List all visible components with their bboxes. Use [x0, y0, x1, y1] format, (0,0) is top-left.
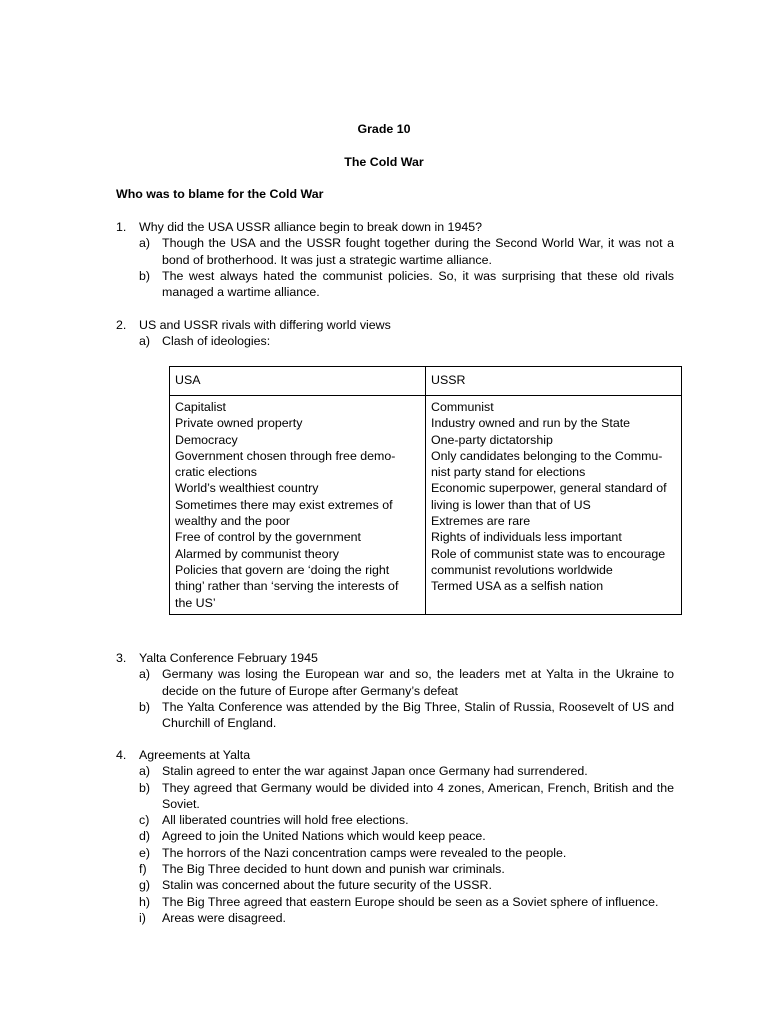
item-letter: i)	[139, 910, 146, 925]
list-item	[139, 699, 674, 732]
ussr-line: communist revolutions worldwide	[431, 562, 613, 577]
item-letter: h)	[139, 894, 151, 909]
list-item	[139, 268, 674, 301]
section-number: 4.	[116, 748, 127, 762]
item-letter: a)	[139, 334, 151, 349]
usa-cell	[170, 396, 426, 615]
usa-line: Capitalist	[175, 400, 226, 414]
list-item	[139, 812, 674, 828]
item-letter: a)	[139, 764, 151, 779]
list-item	[139, 910, 674, 926]
ussr-line: Rights of individuals less important	[431, 530, 622, 545]
item-letter: b)	[139, 780, 151, 795]
item-text: The horrors of the Nazi concentration camps were revealed to the people.	[162, 845, 567, 860]
ussr-line: living is lower than that of US	[431, 497, 591, 512]
section-2	[116, 317, 674, 350]
item-text: All liberated countries will hold free elections.	[162, 813, 409, 828]
ussr-line: Termed USA as a selfish nation	[431, 579, 604, 594]
list-item	[139, 845, 674, 861]
item-letter: b)	[139, 268, 151, 283]
list-item	[139, 333, 674, 349]
item-text: Areas were disagreed.	[162, 910, 286, 925]
ussr-line: One-party dictatorship	[431, 432, 553, 447]
ussr-line: Extremes are rare	[431, 514, 531, 529]
usa-line: Democracy	[175, 432, 238, 447]
item-text: The Big Three agreed that eastern Europe should be seen as a Soviet sphere of influence.	[162, 894, 659, 909]
section-title: Yalta Conference February 1945	[139, 651, 318, 665]
usa-line: Policies that govern are ‘doing the right	[175, 562, 390, 577]
ussr-line: Only candidates belonging to the Commu-	[431, 448, 663, 463]
usa-line: Sometimes there may exist extremes of	[175, 497, 393, 512]
item-letter: d)	[139, 829, 151, 844]
page-title: The Cold War	[344, 155, 424, 169]
item-text: Agreed to join the United Nations which would keep peace.	[162, 829, 486, 844]
table-header-row	[170, 367, 682, 396]
item-text: Stalin was concerned about the future security of the USSR.	[162, 878, 492, 893]
usa-line: wealthy and the poor	[175, 514, 291, 529]
item-letter: c)	[139, 813, 150, 828]
usa-line: the US’	[175, 595, 216, 610]
ussr-line: Communist	[431, 400, 494, 414]
item-letter: a)	[139, 236, 151, 251]
grade-label: Grade 10	[357, 122, 411, 136]
ussr-line: Economic superpower, general standard of	[431, 481, 667, 496]
section-title: Agreements at Yalta	[139, 748, 251, 762]
ideology-table	[169, 366, 682, 615]
ussr-line: Industry owned and run by the State	[431, 416, 631, 431]
usa-line: World’s wealthiest country	[175, 481, 319, 496]
item-letter: g)	[139, 878, 151, 893]
section-1	[116, 219, 674, 300]
section-number: 2.	[116, 318, 127, 332]
list-item	[139, 877, 674, 893]
list-item	[139, 235, 674, 268]
table-row	[170, 396, 682, 615]
section-number: 3.	[116, 651, 127, 665]
question-heading: Who was to blame for the Cold War	[116, 187, 324, 201]
section-4	[116, 747, 674, 926]
section-3	[116, 650, 674, 731]
item-text: Germany was losing the European war and so, the leaders met at Yalta in the Ukraine to decide on the future of Europe after Germany’s defeat	[162, 667, 674, 698]
item-text: The Yalta Conference was attended by the Big Three, Stalin of Russia, Roosevelt of US and Churchill of England.	[162, 699, 674, 731]
item-text: Stalin agreed to enter the war against Japan once Germany had surrendered.	[162, 764, 588, 779]
list-item	[139, 780, 674, 813]
section-title: US and USSR rivals with differing world views	[139, 318, 391, 332]
usa-line: Government chosen through free demo-	[175, 448, 396, 463]
list-item	[139, 861, 674, 877]
usa-line: Free of control by the government	[175, 530, 361, 545]
item-text: Clash of ideologies:	[162, 334, 271, 349]
usa-line: cratic elections	[175, 465, 257, 480]
list-item	[139, 666, 674, 699]
item-letter: b)	[139, 699, 151, 714]
item-letter: a)	[139, 667, 151, 682]
table-header-usa: USA	[170, 367, 426, 396]
ussr-line: nist party stand for elections	[431, 465, 586, 480]
item-letter: e)	[139, 845, 151, 860]
list-item	[139, 763, 674, 779]
usa-line: Private owned property	[175, 416, 303, 431]
table-header-ussr: USSR	[426, 367, 682, 396]
item-letter: f)	[139, 862, 147, 877]
list-item	[139, 894, 674, 910]
section-number: 1.	[116, 220, 127, 234]
item-text: The Big Three decided to hunt down and punish war criminals.	[162, 862, 505, 877]
usa-line: thing’ rather than ‘serving the interests of	[175, 579, 399, 594]
item-text: They agreed that Germany would be divided into 4 zones, American, French, British and the Soviet.	[162, 780, 674, 811]
item-text: Though the USA and the USSR fought together during the Second World War, it was not a bond of brotherhood. It was just a strategic wartime alliance.	[162, 236, 674, 267]
usa-line: Alarmed by communist theory	[175, 546, 339, 561]
section-title: Why did the USA USSR alliance begin to break down in 1945?	[139, 220, 483, 234]
item-text: The west always hated the communist policies. So, it was surprising that these old rivals managed a wartime alliance.	[162, 268, 674, 300]
ussr-cell	[426, 396, 682, 615]
ussr-line: Role of communist state was to encourage	[431, 546, 666, 561]
list-item	[139, 828, 674, 844]
